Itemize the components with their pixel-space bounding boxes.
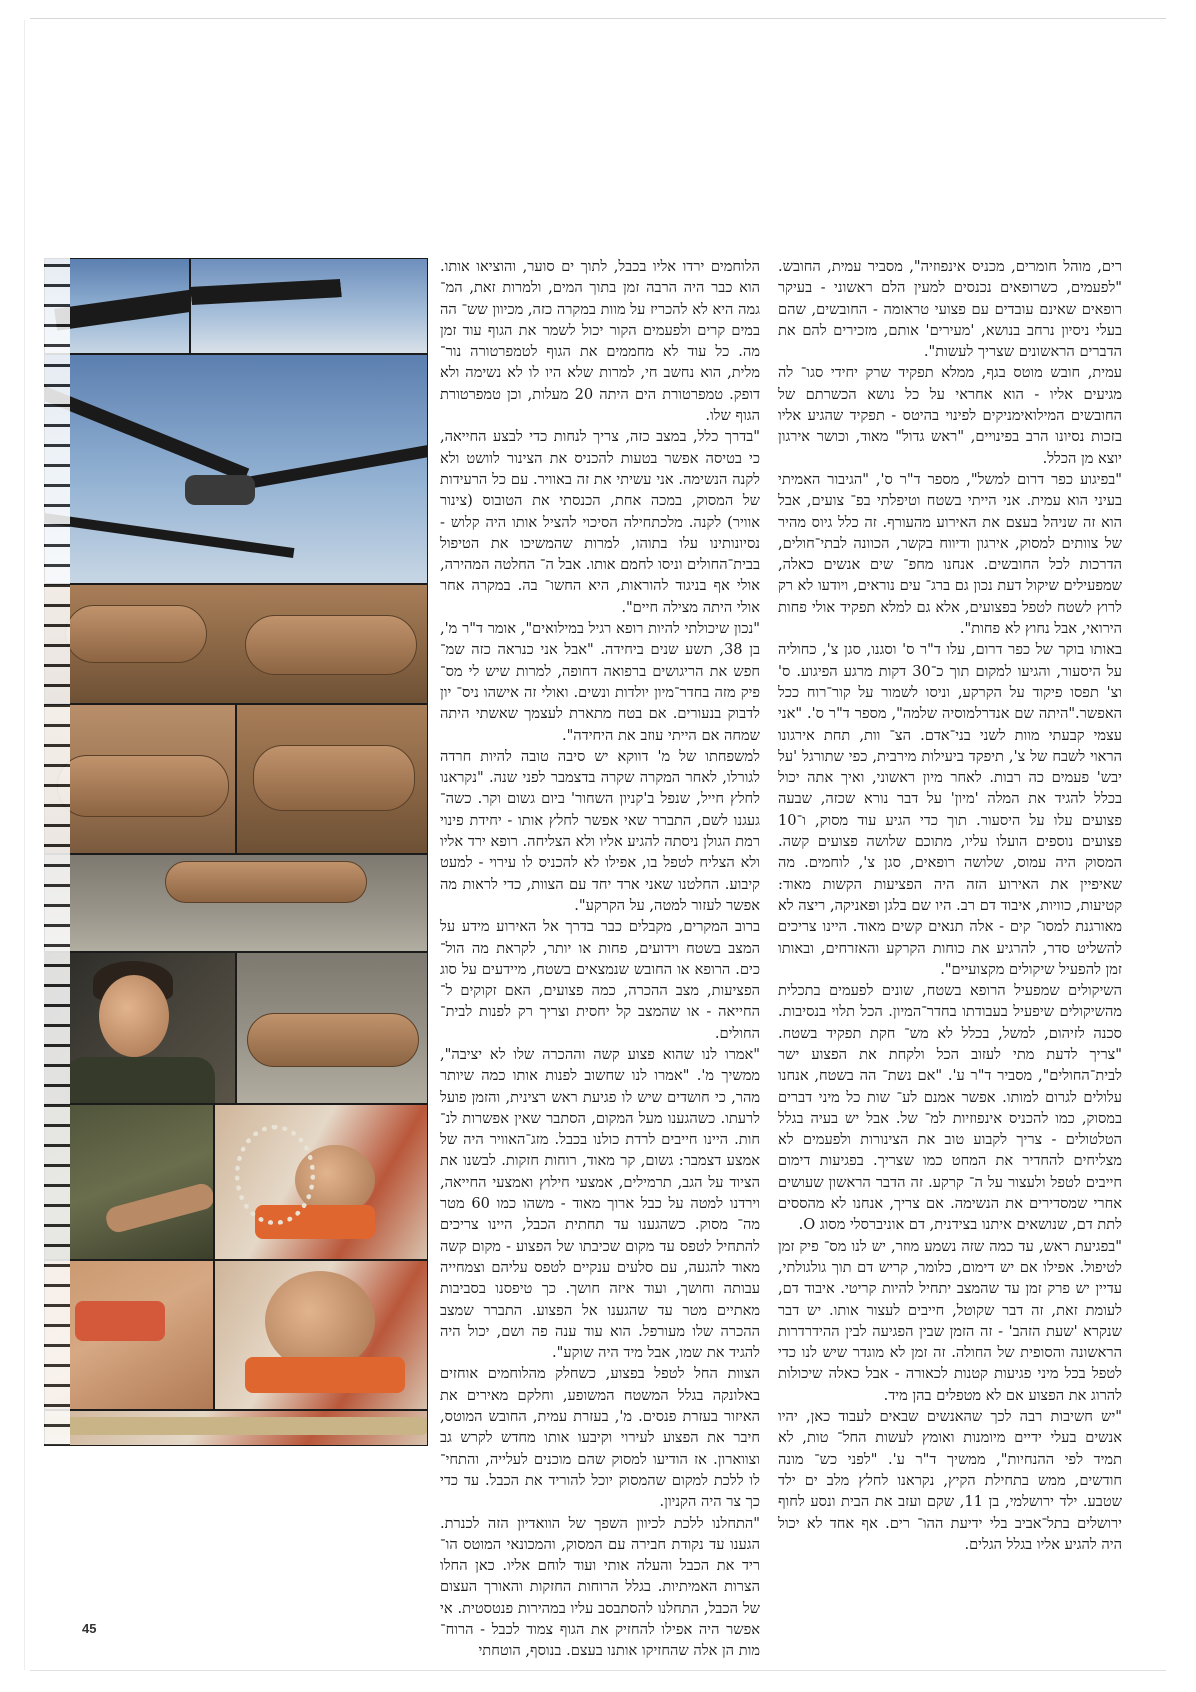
collage-border-stripes	[44, 258, 70, 1446]
article-paragraph: "אמרו לנו שהוא פצוע קשה וההכרה שלו לא יציבה", ממשיך מ'. "אמרו לנו שחשוב לפנות אותו כמה שיותר מהר, כי חושדים שיש לו פגיעת ראש רצינית, והזמן פועל לרעתו. כשהגענו מעל המקום, הסתבר שאין אפשרות לנ־ חות. היינו חייבים לרדת כולנו בכבל. מזג־האוויר היה של אמצע דצמבר: גשום, קר מאוד, רוחות חזקות. לבשנו את הציוד על הגב, תרמילים, אמצעי חילוץ ואמצעי החייאה, וירדנו למטה על כבל ארוך מאוד - משהו כמו 60 מטר מה־ מסוק. כשהגענו עד תחתית הכבל, היינו צריכים להתחיל לטפס עד מקום שכיבתו של הפצוע - מקום קשה מאוד להגעה, עם סלעים ענקיים לטפס עליהם וצמחייה עבותה וחושך, ועוד איזה חושך. כך טיפסנו בסביבות מאתיים מטר עד שהגענו אל הפצוע. התברר שמצב ההכרה שלו מעורפל. הוא עוד ענה פה ושם, יכול היה להגיד את שמו, אבל מיד היה שוקע".	[440, 1045, 760, 1362]
collage-tile-treatment-2	[214, 1104, 428, 1260]
arm	[104, 1181, 214, 1235]
collage-tile-helicopter-tail	[236, 952, 428, 1104]
collage-tile-sky-3	[44, 354, 428, 584]
rotor-hub	[185, 475, 255, 505]
fuel-pod	[165, 861, 367, 903]
article-column-right	[778, 256, 1122, 1555]
fuel-pod	[253, 745, 415, 811]
rotor-blade	[44, 512, 294, 558]
article-paragraph: הלוחמים ירדו אליו בכבל, לתוך ים סוער, והוציאו אותו. הוא כבר היה הרבה זמן בתוך המים, ולמרות זאת, המ־ גמה היא לא להכריז על מוות במקרה כזה, מכיוון שש־ הה במים קרים ולפעמים הקור יכול לשמר את הגוף עוד זמן מה. כל עוד לא מחממים את הגוף לטמפרטורה נור־ מלית, הוא נחשב חי, למרות שלא היו לו לא נשימה ולא דופק. טמפרטורת הים היתה 20 מעלות, וכן טמפרטורת הגוף שלו.	[440, 258, 760, 425]
article-paragraph: "יש חשיבות רבה לכך שהאנשים שבאים לעבוד כאן, יהיו אנשים בעלי ידיים מיומנות ואומץ לעשות החל־ טות, לא תמיד לפי ההנחיות", ממשיך ד"ר ע'. "לפני כש־ מונה חודשים, ממש בתחילת הקיץ, נקראנו לחלץ מלב ים ילד שטבע. ילד ירושלמי, בן 11, שקם ועזב את הבית ונסע לחוף ירושלים בתל־אביב בלי ידיעת ההו־ רים. אף אחד לא יכול היה להגיע אליו בגלל הגלים.	[778, 1408, 1122, 1553]
collage-tile-stretcher	[44, 1410, 428, 1446]
article-column-middle	[440, 256, 760, 1662]
photo-collage	[44, 258, 428, 1446]
left-rule	[24, 20, 25, 1670]
article-paragraph: באותו בוקר של כפר דרום, עלו ד"ר ס' וסגנו, סגן צ', כחוליה על היסעור, והגיעו למקום תוך כ־30 דקות מרגע הפיגוע. ס' וצ' תפסו פיקוד על הקרקע, וניסו לשמור על קור־רוח ככל האפשר."היתה שם אנדרלמוסיה שלמה", מספר ד"ר ס'. "אני עצמי קבעתי מוות לשני בני־אדם. הצ־ וות, תחת אירגונו הראוי לשבח של צ', תיפקד ביעילות מירבית, כפי שתורגל 'על יבש' פעמים כה רבות. לאחר מיון ראשוני, ואיך אתה יכול בכלל להגיד את המלה 'מיון' על דבר נורא שכזה, שבעה פצועים עלו על היסעור. תוך כדי הגיע עוד מסוק, ו־10 פצועים נוספים הועלו עליו, מתוכם שלושה פצועים קשה. המסוק היה עמוס, שלושה רופאים, סגן צ', לוחמים. מה שאיפיין את האירוע הזה היה הפציעות הקשות מאוד: קטיעות, כוויות, איבוד דם רב. היו שם בלגן ופאניקה, ריצה לא מאורגנת למסו־ קים - אלה תנאים קשים מאוד. היינו צריכים להשליט סדר, להרגיע את כוחות הקרקע והאזרחים, ובאותו זמן להפעיל שיקולים מקצועיים".	[778, 641, 1122, 978]
article-paragraph: "בפיגוע כפר דרום למשל", מספר ד"ר ס', "הגיבור האמיתי בעיני הוא עמית. אני הייתי בשטח וטיפלתי בפ־ צועים, אבל הוא זה שניהל בעצם את האירוע מהעורף. זה כלל גיוס מהיר של צוותים למסוק, אירגון ודיווח בקשר, הכוונה לבתי־חולים, הדרכות לכל החובשים. אנחנו מחפ־ שים אנשים כאלה, שמפעילים שיקול דעת נכון גם ברג־ עים נוראים, ויודעו לא רק לרוץ לשטח לטפל בפצועים, אלא גם למלא תפקיד אולי פחות הירואי, אבל נחוץ לא פחות".	[778, 470, 1122, 638]
bandage	[75, 1301, 165, 1341]
article-paragraph: "התחלנו ללכת לכיוון השפך של הוואדיון הזה לכנרת. הגענו עד נקודת חבירה עם המסוק, והמכונאי המוטס הו־ ריד את הכבל והעלה אותי ועוד לוחם אליו. כאן החלו הצרות האמיתיות. בגלל הרוחות החזקות והאורך העצום של הכבל, התחלנו להסתבסב עליו במהירות פנטסטית. אי אפשר היה אפילו להחזיק את הגוף צמוד לכבל - הרוח־ מות הן אלה שהחזיקו אותנו בעצם. בנוסף, הוטחתי	[440, 1514, 760, 1660]
article-paragraph: ברוב המקרים, מקבלים כבר בדרך אל האירוע מידע על המצב בשטח וידועים, פחות או יותר, לקראת מה הול־ כים. הרופא או החובש שנמצאים בשטח, מיידעים על סוג הפציעות, מצב ההכרה, כמה פצועים, האם זקוקים ל־ החייאה - או שהמצב קל יחסית וצריך רק לפנות לבית־ החולים.	[440, 918, 760, 1042]
collage-tile-medic-portrait	[44, 952, 236, 1104]
collage-tile-helicopter-3	[236, 704, 428, 854]
patient-face	[265, 1271, 375, 1371]
collage-tile-helicopter-2	[44, 704, 236, 854]
rotor-blade	[54, 289, 190, 330]
medic-face	[99, 975, 169, 1057]
article-paragraph: "נכון שיכולתי להיות רופא רגיל במילואים", אומר ד"ר מ', בן 38, תשע שנים ביחידה. "אבל אני כנראה כזה שמ־ חפש את הריגושים ברפואה דחופה, למרות שיש לי מס־ פיק מזה בחדר־מיון יולדות ונשים. ואולי זה אישהו ניס־ יון לדבוק בנעורים. אם בטח מתארת לעצמך שאשתי היתה שמחה אם הייתי עוזב את היחידה".	[440, 620, 760, 744]
bottom-rule	[30, 1670, 1166, 1671]
top-rule	[30, 18, 1166, 19]
article-paragraph: "בפגיעת ראש, עד כמה שזה נשמע מוזר, יש לנו מס־ פיק זמן לטיפול. אפילו אם יש דימום, כלומר, קריש דם תוך גולגולתי, עדיין יש פרק זמן עד שהמצב יתחיל להיות קריטי. איבוד דם, לעומת זאת, זה דבר שקוטל, חייבים לעצור אותו. יש דבר שנקרא 'שעת הזהב' - זה הזמן שבין הפגיעה לבין ההידרדרות הראשונה והסופית של החולה. זה זמן לא מוגדר שיש לנו כדי לטפל בכל מיני פגיעות קטנות לכאורה - אבל כאלה שיכולות להרוג את הפצוע אם לא מטפלים בהן מיד.	[778, 1237, 1122, 1404]
article-paragraph: הצוות החל לטפל בפצוע, כשחלק מהלוחמים אוחזים באלונקה בגלל המשטח המשופע, וחלקם מאירים את האיזור בעזרת פנסים. מ', בעזרת עמית, החובש המוטס, חיבר את הפצוע לעירוי וקיבעו אותו מחדש לקרש גב וצווארון. אז הודיעו למסוק שהם מוכנים לעלייה, והתחי־ לו ללכת למקום שהמסוק יוכל להוריד את הכבל. עד כדי כך צר היה הקניון.	[440, 1365, 760, 1511]
rotor-blade	[44, 382, 249, 481]
page-number: 45	[82, 1621, 97, 1636]
fuel-pod	[245, 615, 417, 675]
article-paragraph: רים, מוהל חומרים, מכניס אינפוזיה", מסביר עמית, החובש. "לפעמים, כשרופאים נכנסים למעין הלם ראשוני - בעיקר רופאים שאינם עובדים עם פצועי טראומה - החובשים, שהם בעלי ניסיון נרחב בנושא, 'מעירים' אותם, מזכירים להם את הדברים הראשונים שצריך לעשות".	[778, 258, 1122, 361]
collage-tile-patient-face	[214, 1260, 428, 1410]
collage-tile-sky-2	[190, 258, 428, 354]
article-paragraph: עמית, חובש מוטס בגף, ממלא תפקיד שרק יחידי סגו־ לה מגיעים אליו - הוא אחראי על כל נושא הכשרתם של החובשים המילואימניקים לפינוי בהיטס - תפקיד שהגיע אליו בזכות נסיונו הרב בפינויים, "ראש גדול" מאוד, וכושר אירגון יוצא מן הכלל.	[778, 364, 1122, 467]
rotor-blade	[190, 271, 342, 313]
collage-tile-helicopter-1	[44, 584, 428, 704]
neck-collar	[245, 1357, 405, 1393]
fuel-pod	[57, 755, 229, 817]
uniform-collar	[65, 1057, 215, 1104]
fuel-pod	[65, 605, 207, 663]
article-paragraph: השיקולים שמפעיל הרופא בשטח, שונים לפעמים בתכלית מהשיקולים שיפעיל בעבודתו בחדר־המיון. הכל תלוי בנסיבות. סכנה לזיהום, למשל, בכלל לא מש־ חקת תפקיד בשטח. "צריך לדעת מתי לעזוב הכל ולקחת את הפצוע ישר לבית־החולים", מסביר ד"ר ע'. "אם נשת־ הה בשטח, אנחנו עלולים לגרום למותו. אפשר אמנם לע־ שות כל מיני דברים במסוק, כמו להכניס אינפוזיות למ־ של. אבל יש בעיה בגלל הטלטולים - צריך לקבוע טוב את הצינורות ולפעמים לא מצליחים להחדיר את המחט כמו שצריך. בפגיעות דימום חייבים לטפל ולעצור על ה־ קרקע. זה הדבר הראשון שעושים אחרי שמסדירים את הנשימה. אם צריך, אנחנו לא מהססים לתת דם, שנושאים איתנו בצידנית, דם אוניברסלי מסוג O.	[778, 982, 1122, 1234]
fuel-pod	[247, 1013, 419, 1067]
collage-tile-tarmac	[44, 854, 428, 952]
oxygen-tube	[235, 1125, 315, 1225]
stretcher	[45, 1417, 428, 1435]
article-paragraph: "בדרך כלל, במצב כזה, צריך לנחות כדי לבצע החייאה, כי בטיסה אפשר בטעות להכניס את הצינור לוושט ולא לקנה הנשימה. אני עשיתי את זה באוויר. עם כל הרעידות של המסוק, במכה אחת, הכנסתי את הטובוס (צינור אוויר) לקנה. מלכתחילה הסיכוי להציל אותו היה קלוש - נסיונותינו עלו בתוהו, למרות שהמשיכו את הטיפול בבית־החולים וניסו לחמם אותו. אבל ה־ החלטה המהירה, אולי אף בניגוד להוראות, היא החשו־ בה. במקרה אחר אולי היתה מצילה חיים".	[440, 428, 760, 616]
article-paragraph: למשפחתו של מ' דווקא יש סיבה טובה להיות חרדה לגורלו, לאחר המקרה שקרה בדצמבר לפני שנה. "נקראנו לחלץ חייל, שנפל ב'קניון השחור' ביום גשום וקר. כשה־ געגנו לשם, התברר שאי אפשר לחלץ אותו - יחידת פינוי רמת הגולן ניסתה להגיע אליו ולא הצליחה. רופא ירד אליו ולא הצליח לטפל בו, אפילו לא להכניס לו עירוי - למעט קיבוע. החלטנו שאני ארד יחד עם הצוות, כדי לראות מה אפשר לעזור למטה, על הקרקע".	[440, 747, 760, 914]
